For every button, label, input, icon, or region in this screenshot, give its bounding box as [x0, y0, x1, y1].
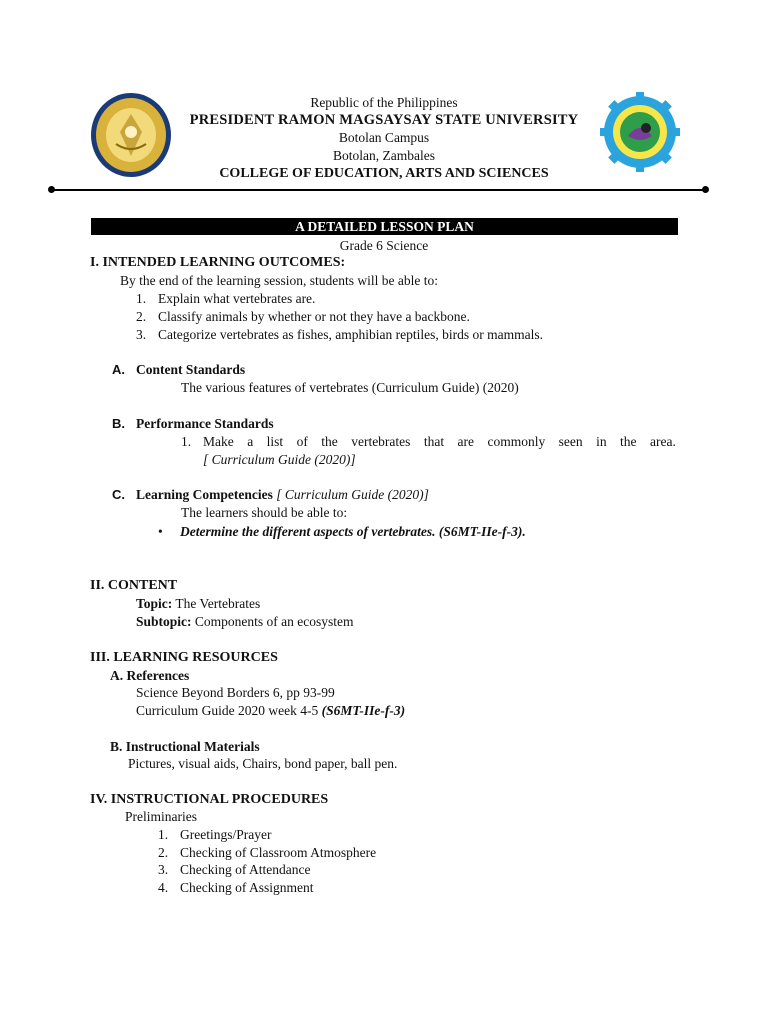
section-letter: A. — [112, 362, 125, 377]
grade-subject: Grade 6 Science — [339, 238, 429, 253]
topic-line — [136, 596, 260, 612]
materials-text: Pictures, visual aids, Chairs, bond paper, ball pen. — [128, 756, 398, 771]
outcome-number: 2. — [136, 309, 147, 324]
competencies-heading — [112, 487, 429, 503]
header-college: COLLEGE OF EDUCATION, ARTS AND SCIENCES — [219, 166, 549, 181]
content-standards-text: The various features of vertebrates (Curriculum Guide) (2020) — [181, 380, 519, 395]
performance-word: of — [296, 434, 308, 449]
section-letter: B. — [112, 416, 125, 431]
topic-label: Topic: — [136, 596, 173, 611]
resources-heading: III. LEARNING RESOURCES — [90, 650, 278, 665]
reference-1: Science Beyond Borders 6, pp 93-99 — [136, 685, 335, 700]
procedure-number: 1. — [158, 827, 169, 842]
performance-item-number: 1. — [181, 434, 192, 449]
header-location: Botolan, Zambales — [333, 148, 435, 163]
subtopic-line — [136, 614, 354, 630]
outcomes-intro: By the end of the learning session, students will be able to: — [120, 273, 438, 288]
outcome-text: Classify animals by whether or not they have a backbone. — [158, 309, 470, 324]
content-standards-heading — [112, 362, 245, 378]
header-divider — [52, 189, 706, 191]
performance-word: area. — [649, 434, 676, 449]
section-title: Learning Competencies — [136, 487, 273, 502]
outcome-item — [136, 327, 543, 343]
procedure-text: Checking of Assignment — [180, 880, 314, 895]
rule-right-dot — [702, 186, 709, 193]
procedure-text: Checking of Classroom Atmosphere — [180, 845, 377, 860]
procedures-sub: Preliminaries — [125, 809, 197, 824]
reference-text: Curriculum Guide 2020 week 4-5 — [136, 703, 319, 718]
lesson-plan-banner: A DETAILED LESSON PLAN — [91, 218, 678, 235]
outcome-text: Explain what vertebrates are. — [158, 291, 316, 306]
performance-word: the — [620, 434, 637, 449]
performance-word: a — [247, 434, 254, 449]
procedure-item — [158, 827, 271, 843]
reference-2 — [136, 703, 405, 719]
references-title: A. References — [110, 668, 190, 683]
procedure-number: 2. — [158, 845, 169, 860]
procedure-text: Greetings/Prayer — [180, 827, 272, 842]
outcome-number: 1. — [136, 291, 147, 306]
performance-word: vertebrates — [351, 434, 411, 449]
procedure-text: Checking of Attendance — [180, 862, 311, 877]
header-campus: Botolan Campus — [338, 130, 430, 145]
competency-text: Determine the different aspects of vertebrates. (S6MT-IIe-f-3). — [180, 524, 526, 539]
performance-word: seen — [558, 434, 583, 449]
header-country: Republic of the Philippines — [310, 95, 458, 110]
performance-word: are — [457, 434, 475, 449]
procedure-item — [158, 880, 314, 896]
outcome-item — [136, 291, 315, 307]
outcome-item — [136, 309, 470, 325]
procedure-item — [158, 862, 310, 878]
section-title: Content Standards — [136, 362, 246, 377]
performance-word: the — [321, 434, 338, 449]
procedure-number: 3. — [158, 862, 169, 877]
section-letter: C. — [112, 487, 125, 502]
topic-value: The Vertebrates — [175, 596, 261, 611]
procedures-heading: IV. INSTRUCTIONAL PROCEDURES — [90, 792, 329, 807]
outcome-text: Categorize vertebrates as fishes, amphibian reptiles, birds or mammals. — [158, 327, 544, 342]
performance-item-reference: [ Curriculum Guide (2020)] — [203, 452, 356, 467]
competency-bullet-item — [158, 524, 526, 540]
competencies-intro: The learners should be able to: — [181, 505, 348, 520]
outcomes-heading: I. INTENDED LEARNING OUTCOMES: — [90, 255, 346, 270]
materials-title: B. Instructional Materials — [110, 739, 260, 754]
subtopic-label: Subtopic: — [136, 614, 192, 629]
performance-item-text — [203, 434, 676, 450]
section-title: Performance Standards — [136, 416, 274, 431]
outcome-number: 3. — [136, 327, 147, 342]
performance-word: that — [423, 434, 445, 449]
subtopic-value: Components of an ecosystem — [194, 614, 354, 629]
performance-word: commonly — [487, 434, 546, 449]
procedure-number: 4. — [158, 880, 169, 895]
section-reference: [ Curriculum Guide (2020)] — [276, 487, 429, 502]
performance-word: Make — [203, 434, 234, 449]
header-university: PRESIDENT RAMON MAGSAYSAY STATE UNIVERSITY — [189, 112, 579, 128]
performance-standards-heading — [112, 416, 274, 432]
procedure-item — [158, 845, 376, 861]
performance-word: in — [596, 434, 607, 449]
performance-word: list — [266, 434, 284, 449]
content-heading: II. CONTENT — [90, 578, 178, 593]
reference-code: (S6MT-IIe-f-3) — [321, 703, 406, 718]
bullet-icon: • — [158, 524, 163, 539]
